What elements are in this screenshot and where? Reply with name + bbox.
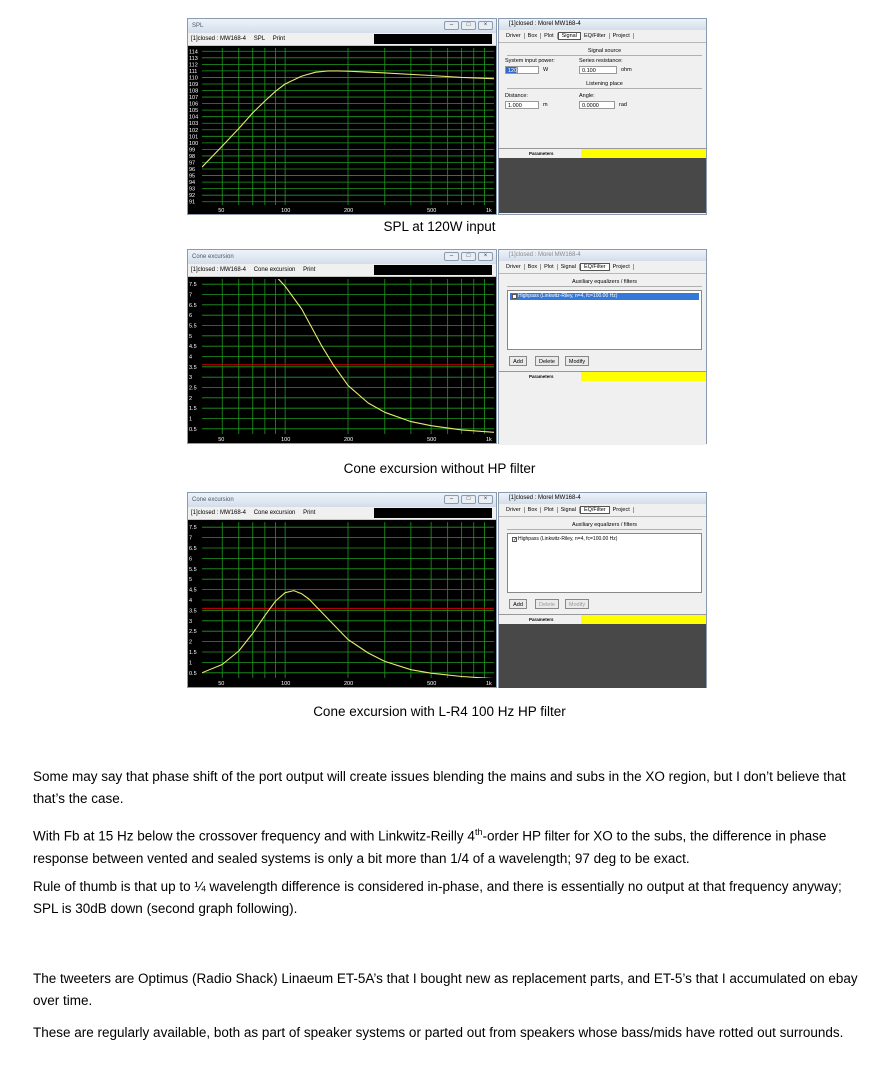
tab-driver[interactable]: Driver [503,264,525,270]
distance-input[interactable]: 1.000 [505,101,539,109]
driver-select[interactable]: [1]closed : MW168-4 [191,267,247,273]
power-input[interactable]: 120 [505,66,517,74]
panel-empty-area [499,624,706,688]
excursion-hp-plot [188,520,496,687]
delete-button[interactable]: Delete [535,599,559,609]
y-tick-label: 2.5 [189,385,197,392]
y-tick-label: 104 [189,114,199,121]
power-unit: W [543,67,549,73]
chart-toolbar [188,507,496,520]
y-tick-label: 91 [189,199,196,206]
delete-button[interactable]: Delete [535,356,559,366]
panel-tabs [499,30,706,43]
curve-select[interactable]: Cone excursion [253,267,296,273]
power-input-field[interactable] [517,66,539,74]
x-tick-label: 500 [427,437,437,443]
curve-select[interactable]: SPL [253,36,266,42]
angle-unit: rad [619,102,627,108]
status-label: Parameters [529,151,554,156]
chart-toolbar [188,264,496,277]
parameters-status-bar [499,614,706,624]
y-tick-label: 99 [189,147,196,154]
x-tick-label: 100 [281,437,291,443]
y-tick-label: 7 [189,535,193,542]
tab-project[interactable]: Project [610,507,634,513]
tab-plot[interactable]: Plot [541,264,557,270]
y-tick-label: 3 [189,375,193,382]
y-tick-label: 1 [189,660,193,667]
excursion-chart-svg [188,277,496,443]
y-tick-label: 4.5 [189,344,197,351]
driver-select[interactable]: [1]closed : MW168-4 [191,36,247,42]
chart-toolbar [188,33,496,46]
y-tick-label: 4.5 [189,587,197,594]
y-tick-label: 6 [189,313,193,320]
chart-window-titlebar [188,19,496,33]
x-tick-label: 50 [218,208,225,214]
filter-item-label: Highpass (Linkwitz-Riley, n=4, fc=100.00 Hz) [518,536,618,542]
spl-plot [188,46,496,214]
paragraph-tweeters: The tweeters are Optimus (Radio Shack) Linaeum ET-5A’s that I bought new as replacement parts, and ET-5’s that I accumulated on ebay over time. [33,971,858,1008]
x-tick-label: 1k [486,437,492,443]
tab-signal[interactable]: Signal [558,264,580,270]
caption-excursion-with-hp: Cone excursion with L-R4 100 Hz HP filter [313,704,566,719]
signal-source-heading: Signal source [507,47,702,56]
y-tick-label: 0.5 [189,426,197,433]
curve-select[interactable]: Cone excursion [253,510,296,516]
close-button[interactable]: × [478,252,493,261]
y-tick-label: 4 [189,354,193,361]
status-label: Parameters [529,374,554,379]
driver-select[interactable]: [1]closed : MW168-4 [191,510,247,516]
add-button[interactable]: Add [509,599,527,609]
x-tick-label: 500 [427,208,437,214]
excursion-chart-window [187,492,497,688]
tab-eq-filter[interactable]: EQ/Filter [580,506,610,514]
panel-empty-area [499,381,706,445]
y-tick-label: 2 [189,395,193,402]
spl-screenshot [187,18,707,215]
power-label: System input power: [505,58,555,64]
modify-button[interactable]: Modify [565,599,589,609]
y-tick-label: 102 [189,127,199,134]
maximize-button[interactable]: □ [461,495,476,504]
panel-empty-area [499,158,706,213]
caption-excursion-no-hp: Cone excursion without HP filter [343,461,536,476]
filter-list[interactable] [507,533,702,593]
listening-place-heading: Listening place [507,80,702,89]
y-tick-label: 5 [189,577,193,584]
filter-item-label: Highpass (Linkwitz-Riley, n=4, fc=100.00 Hz) [518,293,618,299]
y-tick-label: 95 [189,173,196,180]
filter-checkbox-checked[interactable]: ✓ [513,537,518,543]
y-tick-label: 110 [189,75,198,82]
y-tick-label: 96 [189,167,196,174]
excursion-chart-window [187,249,497,444]
add-button[interactable]: Add [509,356,527,366]
chart-window-title: SPL [192,23,204,29]
x-tick-label: 100 [281,208,291,214]
parameters-status-bar [499,371,706,381]
tab-project[interactable]: Project [610,33,634,39]
panel-tabs [499,504,706,517]
tab-plot[interactable]: Plot [541,33,557,39]
y-tick-label: 3.5 [189,364,197,371]
angle-label: Angle: [579,93,595,99]
paragraph-phase-shift: Some may say that phase shift of the port output will create issues blending the mains and subs in the XO region, but I don’t believe that that’s the case. [33,769,846,806]
modify-button[interactable]: Modify [565,356,589,366]
x-tick-label: 200 [344,681,354,687]
y-tick-label: 7 [189,292,193,299]
status-indicator [581,149,706,158]
print-button[interactable]: Print [303,510,316,516]
resistance-unit: ohm [621,67,632,73]
filter-checkbox[interactable] [512,294,517,299]
y-tick-label: 101 [189,134,199,141]
x-tick-label: 1k [486,208,492,214]
print-button[interactable]: Print [303,267,316,273]
y-tick-label: 100 [189,140,199,147]
eq-tab-body [499,274,706,371]
tab-signal[interactable]: Signal [558,507,580,513]
y-tick-label: 1.5 [189,650,197,656]
x-tick-label: 50 [218,437,225,443]
distance-unit: m [543,102,548,108]
minimize-button[interactable]: – [444,21,459,30]
spl-parameter-panel [498,18,707,215]
y-tick-label: 0.5 [189,670,197,677]
y-tick-label: 103 [189,121,199,128]
chart-window-titlebar [188,493,496,507]
chart-window-titlebar [188,250,496,264]
paragraph-fb-crossover: With Fb at 15 Hz below the crossover frequency and with Linkwitz-Reilly 4th-order HP filter for XO to the subs, the difference in phase response between vented and sealed systems is only a bit more than 1/4 of a wavelength; 97 deg to be exact. [33,827,827,866]
aux-eq-heading: Auxiliary equalizers / filters [507,521,702,530]
y-tick-label: 3 [189,618,193,625]
y-tick-label: 5 [189,333,193,340]
resistance-label: Series resistance: [579,58,623,64]
status-indicator [581,615,706,624]
tab-eq-filter[interactable]: EQ/Filter [580,263,610,271]
eq-filter-panel [498,249,707,444]
panel-title: [1]closed : Morel MW168-4 [499,493,706,504]
tab-eq-filter[interactable]: EQ/Filter [581,33,610,39]
y-tick-label: 2 [189,639,193,646]
y-tick-label: 98 [189,153,196,160]
y-tick-label: 7.5 [189,525,197,532]
minimize-button[interactable]: – [444,495,459,504]
x-tick-label: 200 [344,437,354,443]
paragraph-rule-of-thumb: Rule of thumb is that up to ¼ wavelength difference is considered in-phase, and there is essentially no output at that frequency anyway; SPL is 30dB down (second graph following). [33,879,842,916]
panel-title: [1]closed : Morel MW168-4 [499,250,706,261]
x-tick-label: 1k [486,681,492,687]
y-tick-label: 114 [189,49,198,56]
distance-label: Distance: [505,93,528,99]
excursion-plot [188,277,496,443]
eq-filter-panel [498,492,707,688]
x-tick-label: 200 [344,208,354,214]
resistance-input[interactable]: 0.100 [579,66,617,74]
x-tick-label: 100 [281,681,291,687]
toolbar-readout [374,508,492,518]
tab-box[interactable]: Box [525,264,541,270]
y-tick-label: 92 [189,193,196,200]
y-tick-label: 2.5 [189,629,197,636]
paragraph-availability: These are regularly available, both as part of speaker systems or parted out from speakers whose bass/mids have rotted out surrounds. [33,1025,844,1040]
y-tick-label: 6.5 [189,546,197,552]
toolbar-readout [374,34,492,44]
y-tick-label: 111 [189,68,198,75]
tab-box[interactable]: Box [525,507,541,513]
x-tick-label: 500 [427,681,437,687]
tab-plot[interactable]: Plot [541,507,557,513]
chart-window-title: Cone excursion [192,254,234,260]
y-tick-label: 97 [189,160,196,167]
excursion-with-hp-screenshot [187,492,707,688]
y-tick-label: 1.5 [189,406,197,413]
toolbar-readout [374,265,492,275]
close-button[interactable]: × [478,21,493,30]
y-tick-label: 109 [189,81,199,88]
tab-project[interactable]: Project [610,264,634,270]
print-button[interactable]: Print [272,36,286,42]
maximize-button[interactable]: □ [461,21,476,30]
eq-tab-body [499,517,706,614]
parameters-status-bar [499,148,706,158]
excursion-hp-chart-svg [188,520,496,687]
status-indicator [581,372,706,381]
y-tick-label: 113 [189,55,198,62]
y-tick-label: 107 [189,95,199,102]
angle-input[interactable]: 0.0000 [579,101,615,109]
y-tick-label: 4 [189,598,193,604]
y-tick-label: 6.5 [189,302,197,309]
panel-title: [1]closed : Morel MW168-4 [499,19,706,30]
aux-eq-heading: Auxiliary equalizers / filters [507,278,702,287]
y-tick-label: 1 [189,416,193,423]
y-tick-label: 7.5 [189,282,197,289]
filter-list[interactable] [507,290,702,350]
tab-box[interactable]: Box [525,33,541,39]
caption-spl: SPL at 120W input [383,219,496,234]
spl-chart-svg [188,46,496,214]
excursion-no-hp-screenshot [187,249,707,444]
tab-driver[interactable]: Driver [503,507,525,513]
tab-signal[interactable]: Signal [558,32,581,40]
status-label: Parameters [529,617,554,622]
panel-tabs [499,261,706,274]
y-tick-label: 5.5 [189,323,197,330]
y-tick-label: 5.5 [189,566,197,573]
close-button[interactable]: × [478,495,493,504]
y-tick-label: 94 [189,180,196,187]
y-tick-label: 112 [189,62,198,69]
y-tick-label: 106 [189,101,199,108]
x-tick-label: 50 [218,681,225,687]
tab-driver[interactable]: Driver [503,33,525,39]
y-tick-label: 6 [189,556,193,563]
signal-tab-body [499,43,706,148]
minimize-button[interactable]: – [444,252,459,261]
filter-list-item[interactable] [510,293,699,300]
chart-window-title: Cone excursion [192,497,234,503]
y-tick-label: 108 [189,88,199,95]
spl-chart-window [187,18,497,215]
filter-list-item[interactable] [510,536,699,543]
y-tick-label: 3.5 [189,608,197,615]
y-tick-label: 93 [189,186,196,193]
y-tick-label: 105 [189,108,199,115]
maximize-button[interactable]: □ [461,252,476,261]
